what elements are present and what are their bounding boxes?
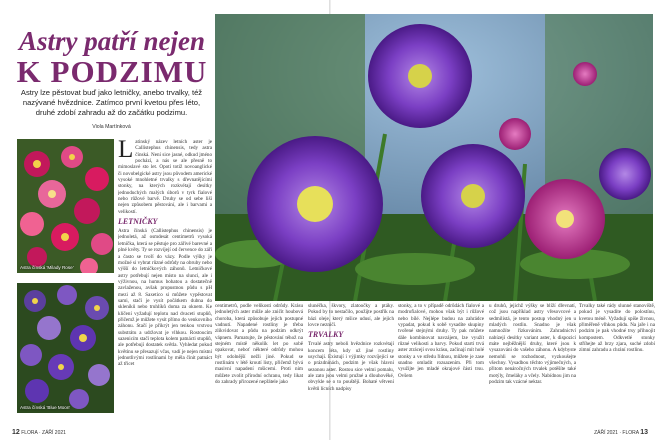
title-line-1: Astry patří nejen xyxy=(18,26,206,56)
column-2-text: centimetrů, podle velikosti odrůdy. Krásu jednoletých aster může ale zničit houbová choroba, která způsobuje jejich postupné vadnutí. Napadené rostliny je třeba zlikvidovat a půdu na podzim odkrýt vápnem. Pamatujte, že pěstování téhož na stejném místě několik let po sobě opakovat, neboť některé odrůdy mohou být odolnější nežli jiné. Pokud se rostlinám v létě kroutí listy, přičemž bývá masivní napadení mšicemi. Proti nim můžete zvolit přírodní ochranu, tedy likat do zahrady přirozené nepřátele jako xyxy=(215,303,303,386)
aster-photo-blue xyxy=(17,283,114,413)
photo-caption-1: Astra čínská 'Milady Rose' xyxy=(20,265,74,270)
author-byline: Viola Martínková xyxy=(92,124,131,130)
column-3-text: slunéčka, škvory, zlatoočky a ptáky. Pokud by to nestačilo, použijte postřik na bázi oleje, který mšice udusí, ale jejich lovce nezničí. xyxy=(308,303,394,329)
text-column-6 xyxy=(579,303,655,425)
purple-asters-illustration xyxy=(215,14,653,301)
intro-paragraph: atinský název letních aster je Callistephus chinensis, tedy astra čínská. Není sice jasné, odkud jméno pochází, a nás se ale přesně to mimoslavé sto let. Opotí totiž novoanglické či novobelgické astry jsou původem americké vysoké mnohletné trvalky s dřevnatějícími stonky, na kterých rozkvétají desítky jednoduchých malých úborů v tyrk fialové nebo růžové barvě. Druhy se od sebe liší nejen způsobem pěstování, ale i barvami a velikostí. xyxy=(118,139,212,215)
column-5-text: u druhů, jejichž výšky se blíží dřevnatí, což jsou například astry vřesovcové a sedmilistá, je tento postup vhodný jen u mladých rostlin. Snadno je však namnožíte řízkováním. Zahradnictví nabízejí desítky variant aster, k dispozici máte nejběžnější druhy, které jsou k vysazování do vašeho záhonu. A kdybyste nemohli se rozhodnout, vyzkoušejte všechny. Vysadbou těchto výjimečných, a přitom nenáročných trvalek potěšíte také motýly, čmeláky a včely. Nabídnou jim na podzim tak vzácné nektar. xyxy=(489,303,576,386)
page-number-right: 13 xyxy=(640,429,648,436)
blue-aster-illustration xyxy=(17,283,114,413)
page-number-left: 12 xyxy=(12,429,20,436)
column-6-text: Trvalky také rády slunné stanoviště, pokud je vysadíte do polostínu, kvetou méně. Vyžadují spíše živnou, přiměřeně vlhkou půdu. Na jaře i na podzim je pak vhodné trsy přihnojit kompostem. Odkvetlé stonky stříhejte až brzy zjara, suché zdobí zimní zahradu a chrání rostlinu. xyxy=(579,303,655,354)
photo-caption-2: Astra čínská 'Blue Moon' xyxy=(20,405,71,410)
drop-cap: L xyxy=(118,139,134,163)
footer-right-label: ZÁŘÍ 2021 · FLORA xyxy=(594,430,639,436)
text-column-4 xyxy=(398,303,484,425)
hero-aster-photo xyxy=(215,14,653,301)
text-column-5 xyxy=(489,303,576,425)
footer-right xyxy=(594,429,648,436)
text-column-2 xyxy=(215,303,303,425)
text-column-3 xyxy=(308,303,394,425)
subheading-letnicky: LETNIČKY xyxy=(118,217,158,227)
title-line-2: K PODZIMU xyxy=(16,54,208,89)
aster-photo-pink xyxy=(17,139,114,273)
trvalky-paragraph: Trvalé astry neboli hvězdnice rozkvétají koncem léta, kdy už jiné rostliny usychají. Existují i výjimky rozvíjející se o prázdninách, podzim je však hlavní sezonou aster. Rostou sice velmi pomalu, ale zato jsou velmi pružné a dlouhověké, obvykle se o to pouštějí. Bohaté větvení květů lícních nadpisy xyxy=(308,341,394,392)
text-column-1 xyxy=(118,139,212,425)
headline xyxy=(12,26,212,88)
footer-left-label: FLORA · ZÁŘÍ 2021 xyxy=(21,430,66,436)
footer-left xyxy=(12,429,66,436)
letnicky-paragraph: Astra čínská (Callistephus chinensis) je jednoletá, až osmdesát centimetrů vysoká letnička, která se pěstuje pro zářivé barevné a plné květy. Ty se rozvíjejí od července do září a často se tvoří do vázy. Podle výšky je možné si vybrat různé odrůdy na obruby nebo výšší do letničkových záhonů. Letničkové astry potřebují nejen místo na slunci, ale i výživnou, na humus bohatou a dostatečně zavlaženou, avšak propustnou půdu s pH mezi až 8. Saxetico si můžete vypěstovat sami, stačí je vysít počátkem dubna do skleníků nebo truhlíků doma za oknem. Ke klíčení vyžadují teplotu nad dvaceti stupňů, přičemž je můžete vysít přímo do venkovního záhonu. Stačí je přikrýt jen tenkou vrstvou substrátu a udržovat je vlhkou. Rostoucím sazenicím stačí teplota kolem patnácti stupňů, ale potřebují dostatek světla. Vyhledat pokud květinu se přesazují včas, vadí je nejen místní jednotlivými rostlinami by měla činit patnáct až třicet xyxy=(118,228,212,368)
subheading-trvalky: TRVALKY xyxy=(308,330,344,340)
lead-paragraph: Astry lze pěstovat buď jako letničky, anebo trvalky, též nazývané hvězdnice. Zatímco první kvetou přes léto, druhé zdobí zahradu až do začátku podzimu. xyxy=(20,88,203,117)
column-4-text: stonky, a to v případě odrůdách fialové a modrofialové, mohou však být i růžové nebo bílé. Nejlépe budou na zahrádce vypadat, pokud k sobě vysadíte skupiny tvořené stejnými druhy. Ty pak můžete dále kombinovat navzájem, lze využít různé velikosti a barvy. Pokud startí trvá aster ztrácejí svou krásu, začínají mít holé stonky a ve středu řídnou, můžete je zase snadno omladit rozsazením. Při tom využijte jen mladé okrajové části trsu. Ovšem xyxy=(398,303,484,379)
pink-aster-illustration xyxy=(17,139,114,273)
